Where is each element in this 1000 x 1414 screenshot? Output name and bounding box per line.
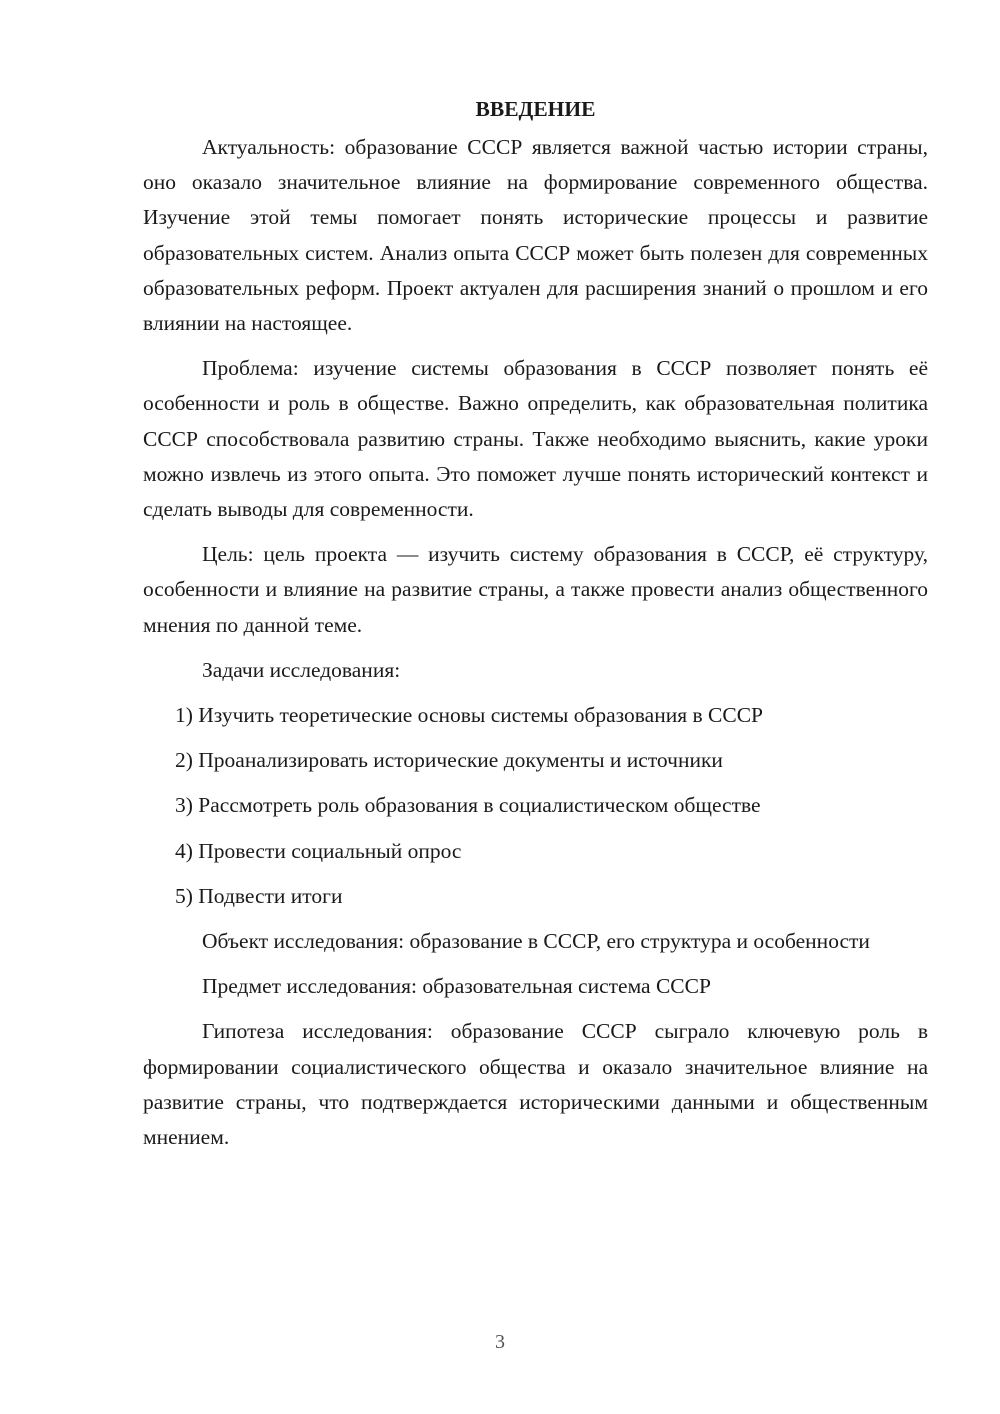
task-item: 4) Провести социальный опрос [175, 838, 462, 863]
document-page [143, 92, 928, 1165]
page-title: ВВЕДЕНИЕ [475, 97, 596, 121]
hypothesis-paragraph: Гипотеза исследования: образование СССР сыграло ключевую роль в формировании социалистического общества и оказало значительное влияние на развитие страны, что подтверждается историческими данными и общественным мнением. [143, 1019, 928, 1150]
goal-paragraph: Цель: цель проекта — изучить систему образования в СССР, её структуру, особенности и влияние на развитие страны, а также провести анализ общественного мнения по данной теме. [143, 542, 928, 637]
task-item: 2) Проанализировать исторические документы и источники [175, 748, 723, 773]
page-number: 3 [495, 1331, 505, 1353]
relevance-paragraph: Актуальность: образование СССР является важной частью истории страны, оно оказало значительное влияние на формирование современного общества. Изучение этой темы помогает понять исторические процессы и развитие образовательных систем. Анализ опыта СССР может быть полезен для современных образовательных реформ. Проект актуален для расширения знаний о прошлом и его влиянии на настоящее. [143, 135, 928, 336]
task-item: 5) Подвести итоги [175, 883, 343, 908]
subject-paragraph: Предмет исследования: образовательная система СССР [202, 974, 711, 999]
task-item: 3) Рассмотреть роль образования в социалистическом обществе [175, 793, 761, 818]
problem-paragraph: Проблема: изучение системы образования в СССР позволяет понять её особенности и роль в обществе. Важно определить, как образовательная политика СССР способствовала развитию страны. Также необходимо выяснить, какие уроки можно извлечь из этого опыта. Это поможет лучше понять исторический контекст и сделать выводы для современности. [143, 356, 928, 522]
task-item: 1) Изучить теоретические основы системы образования в СССР [175, 703, 763, 728]
object-paragraph: Объект исследования: образование в СССР, его структура и особенности [202, 929, 870, 954]
tasks-heading: Задачи исследования: [202, 657, 401, 682]
tasks-list [143, 698, 928, 914]
